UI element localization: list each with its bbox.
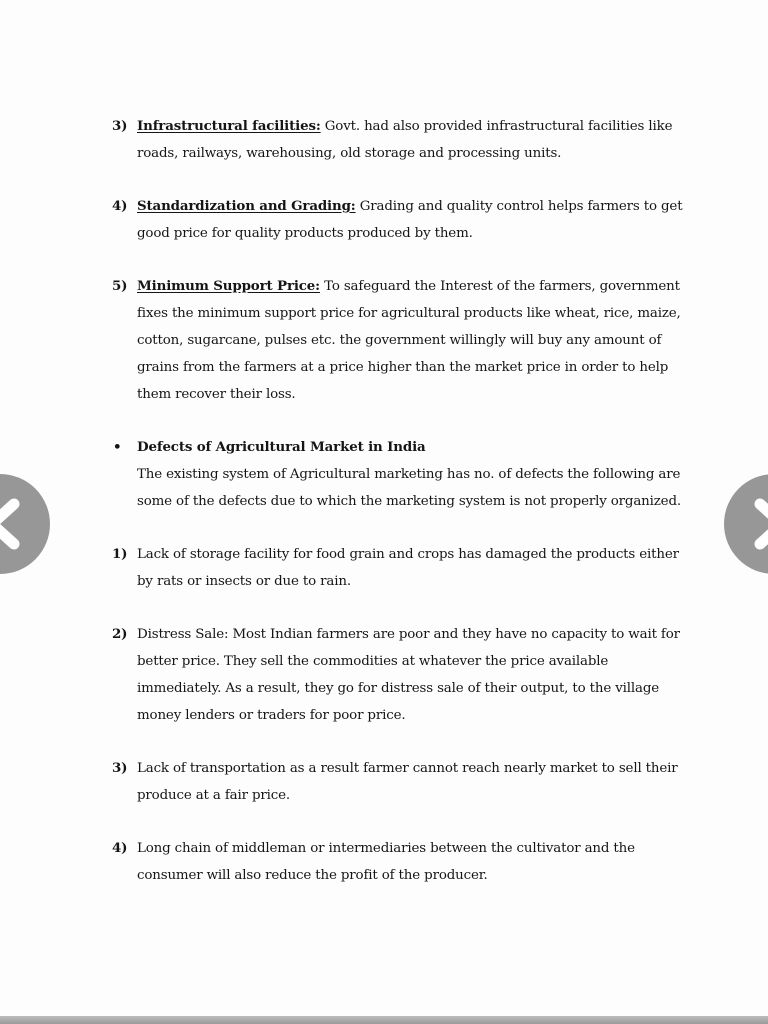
point-heading: Infrastructural facilities: [137, 118, 321, 134]
defect-distress-sale [112, 621, 692, 729]
defect-number: 4) [112, 840, 128, 856]
point-number: 5) [112, 278, 128, 294]
point-heading: Standardization and Grading: [137, 198, 356, 214]
point-minimum-support-price [112, 273, 692, 408]
defect-transportation [112, 755, 692, 809]
defect-text: Lack of storage facility for food grain and crops has damaged the products either by rats or insects or due to rain. [137, 547, 679, 589]
section-defects [112, 434, 692, 515]
point-text: Grading and quality control helps farmers to get good price for quality products produced by them. [137, 199, 683, 241]
chevron-left-icon [0, 474, 50, 574]
point-standardization [112, 193, 692, 247]
defect-text: Distress Sale: Most Indian farmers are poor and they have no capacity to wait for better price. They sell the commodities at whatever the price available immediately. As a result, they go for distress sale of their output, to the village money lenders or traders for poor price. [137, 627, 680, 723]
next-page-button[interactable] [724, 474, 768, 574]
point-text: To safeguard the Interest of the farmers, government fixes the minimum support price for agricultural products like wheat, rice, maize, cotton, sugarcane, pulses etc. the government willingly will buy any amount of grains from the farmers at a price higher than the market price in order to help them recover their loss. [137, 279, 681, 402]
section-intro: The existing system of Agricultural marketing has no. of defects the following are some of the defects due to which the marketing system is not properly organized. [137, 467, 681, 509]
viewer-bottom-bar [0, 1016, 768, 1024]
point-infrastructure [112, 113, 692, 167]
point-text: Govt. had also provided infrastructural facilities like roads, railways, warehousing, old storage and processing units. [137, 119, 673, 161]
chevron-right-icon [724, 474, 768, 574]
section-heading: Defects of Agricultural Market in India [137, 439, 426, 455]
previous-page-button[interactable] [0, 474, 50, 574]
defect-storage [112, 541, 692, 595]
defect-middleman [112, 835, 692, 889]
point-number: 4) [112, 198, 128, 214]
defect-text: Long chain of middleman or intermediaries between the cultivator and the consumer will also reduce the profit of the producer. [137, 841, 635, 883]
document-body [112, 113, 692, 889]
bullet-icon: • [113, 439, 122, 455]
point-heading: Minimum Support Price: [137, 278, 320, 294]
defect-number: 3) [112, 760, 128, 776]
defect-number: 2) [112, 626, 128, 642]
point-number: 3) [112, 118, 128, 134]
defect-number: 1) [112, 546, 128, 562]
defect-text: Lack of transportation as a result farmer cannot reach nearly market to sell their produce at a fair price. [137, 761, 678, 803]
